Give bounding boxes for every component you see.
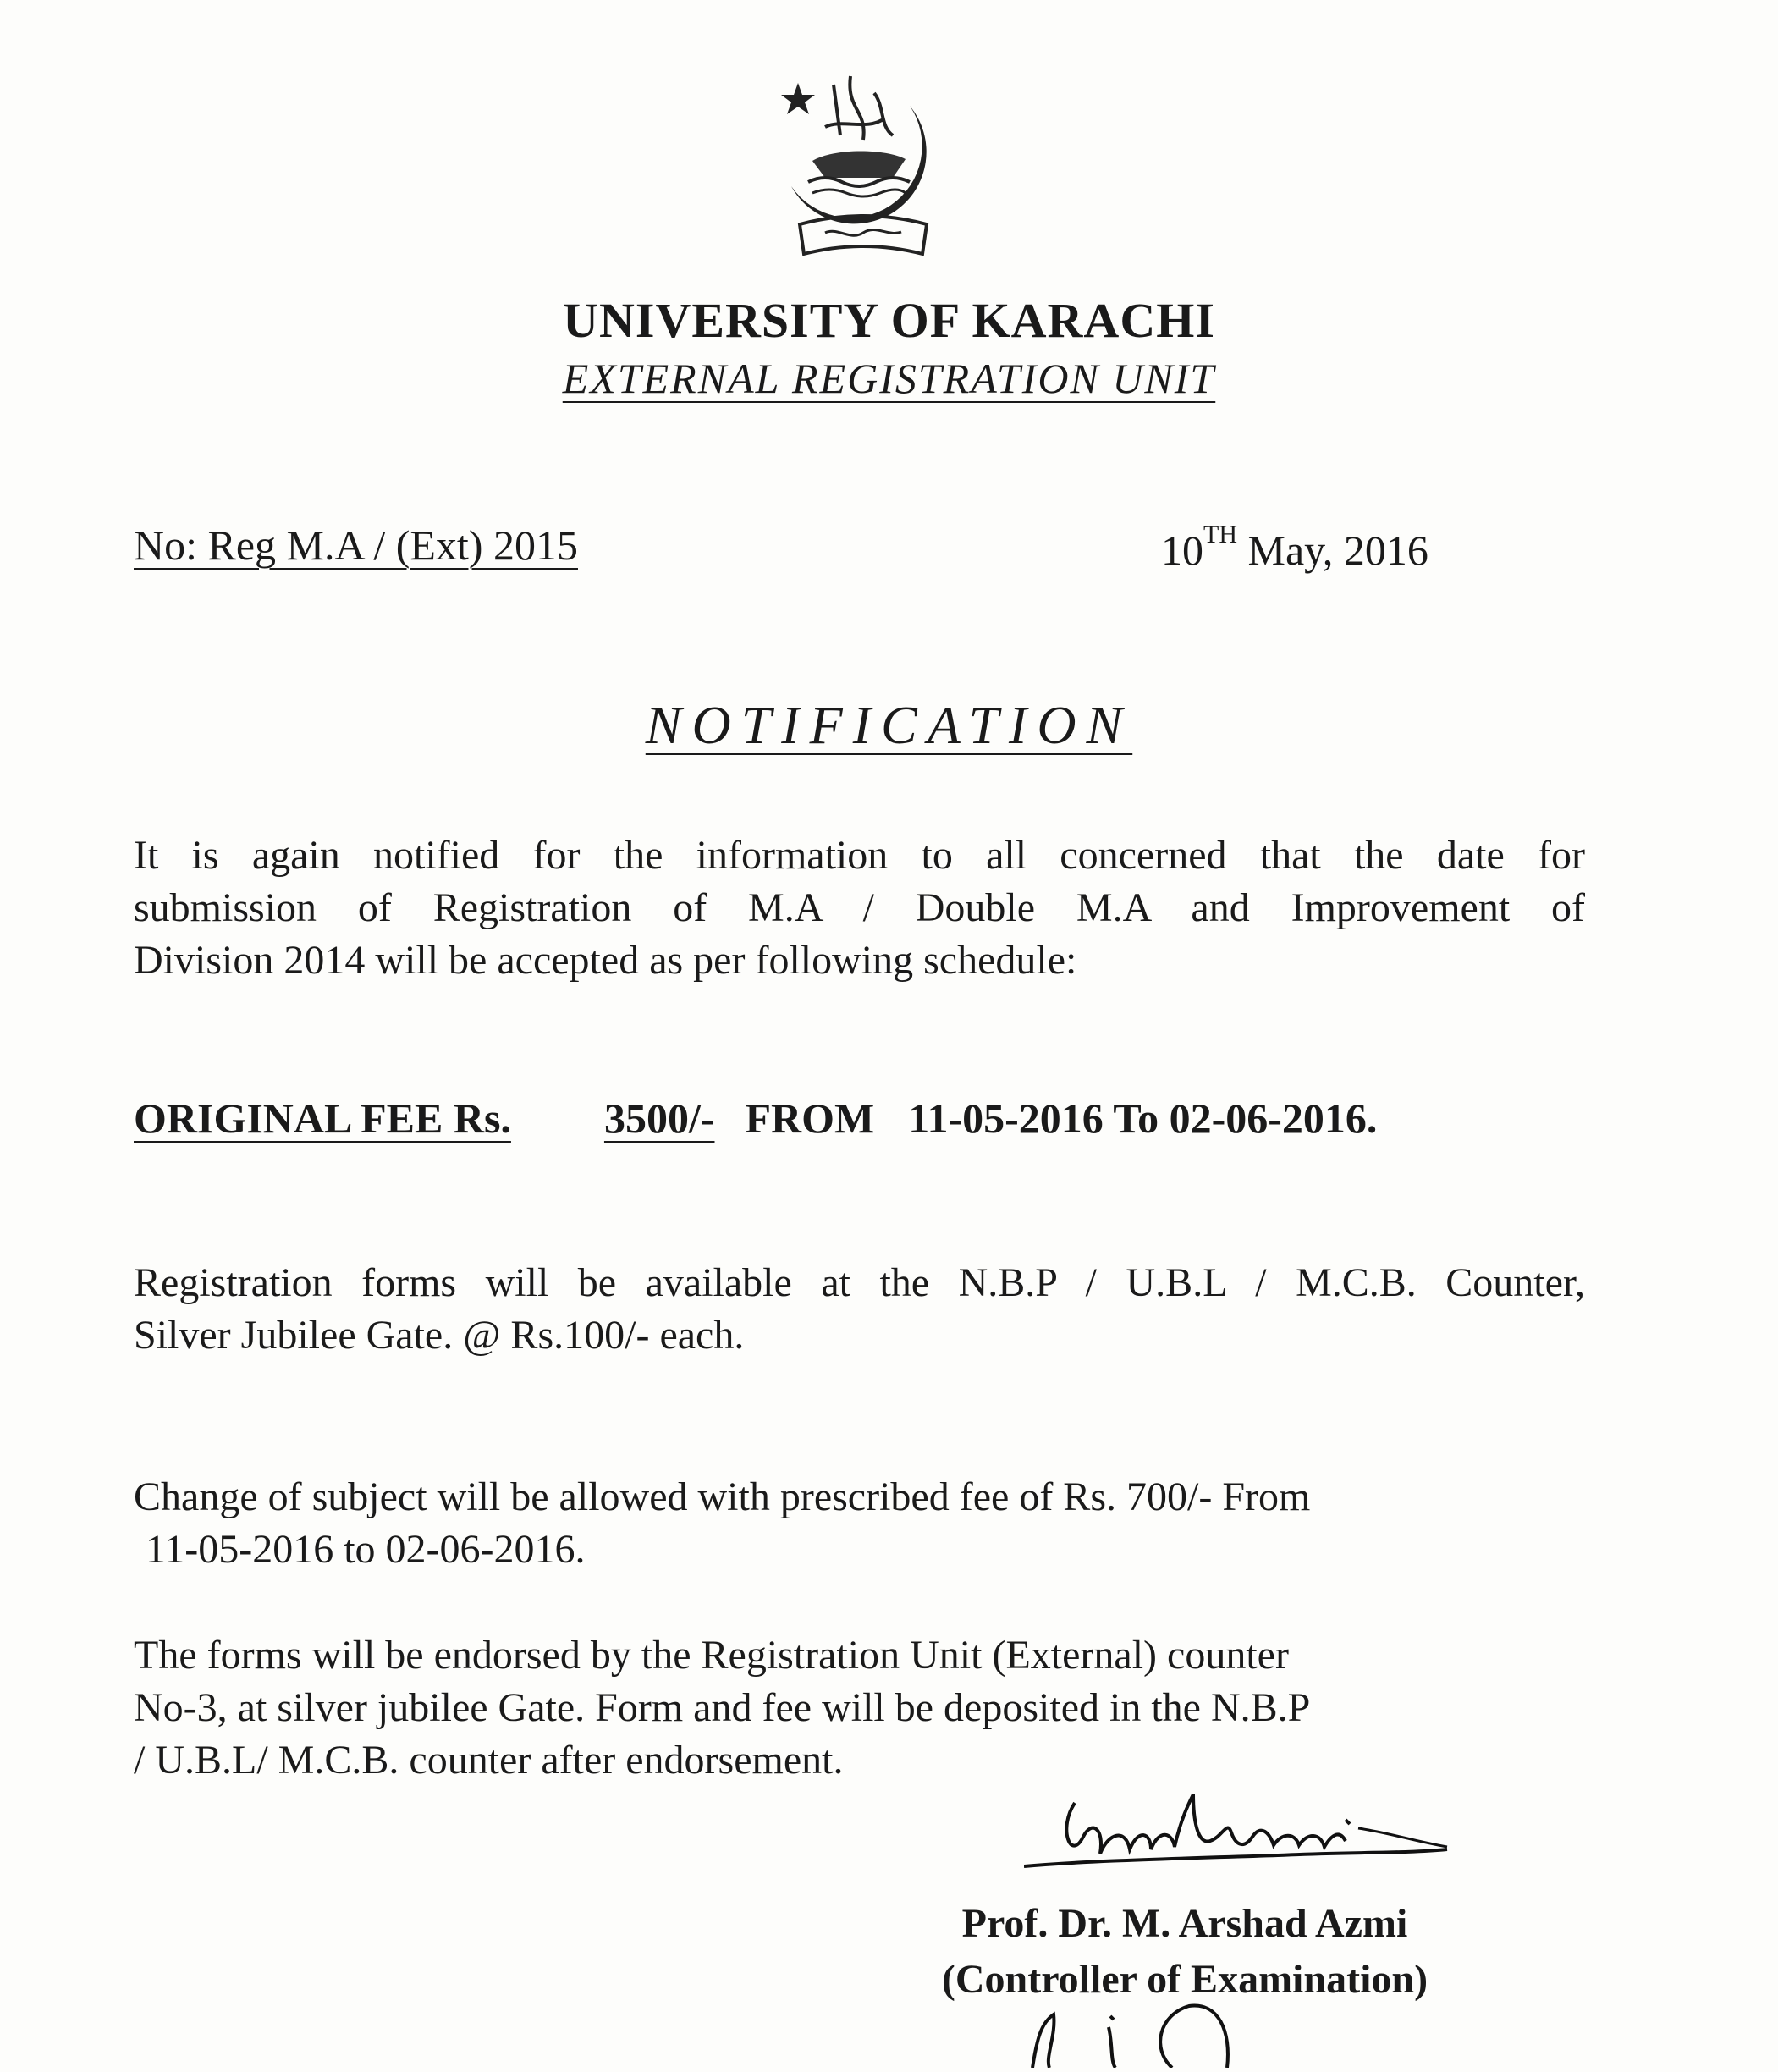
unit-name: EXTERNAL REGISTRATION UNIT xyxy=(562,355,1216,402)
fee-schedule: ORIGINAL FEE Rs. 3500/- FROM 11-05-2016 To 02-06-2016. xyxy=(134,1094,1378,1142)
fee-label-amount: ORIGINAL FEE Rs. 3500/- xyxy=(134,1094,715,1142)
reference-number: No: Reg M.A / (Ext) 2015 xyxy=(134,521,578,569)
signatory-name: Prof. Dr. M. Arshad Azmi xyxy=(961,1901,1408,1946)
change-of-subject-paragraph: Change of subject will be allowed with prescribed fee of Rs. 700/- From 11-05-2016 to 02-06-2016. xyxy=(134,1474,1311,1572)
signatory-block xyxy=(889,1896,1481,2008)
signatory-title: (Controller of Examination) xyxy=(941,1957,1428,2002)
endorsement-paragraph: The forms will be endorsed by the Registration Unit (External) counter No-3, at silver jubilee Gate. Form and fee will be deposited in the N.B.P / U.B.L/ M.C.B. counter after endorsement. xyxy=(134,1633,1311,1783)
forms-availability-paragraph: Registration forms will be available at the N.B.P / U.B.L / M.C.B. Counter, Silver Jubilee Gate. @ Rs.100/- each. xyxy=(134,1260,1585,1358)
handwritten-signature-icon xyxy=(1024,1786,1464,1887)
intro-paragraph: It is again notified for the information to all concerned that the date for submission of Registration of M.A / Double M.A and Improvement of Division 2014 will be accepted as per following schedule: xyxy=(134,833,1585,983)
university-crest-icon xyxy=(766,59,961,262)
handwritten-initials-icon xyxy=(1016,1998,1354,2068)
document-date: 10TH May, 2016 xyxy=(1161,521,1428,574)
notification-heading: NOTIFICATION xyxy=(645,695,1133,755)
university-name: UNIVERSITY OF KARACHI xyxy=(563,293,1215,348)
